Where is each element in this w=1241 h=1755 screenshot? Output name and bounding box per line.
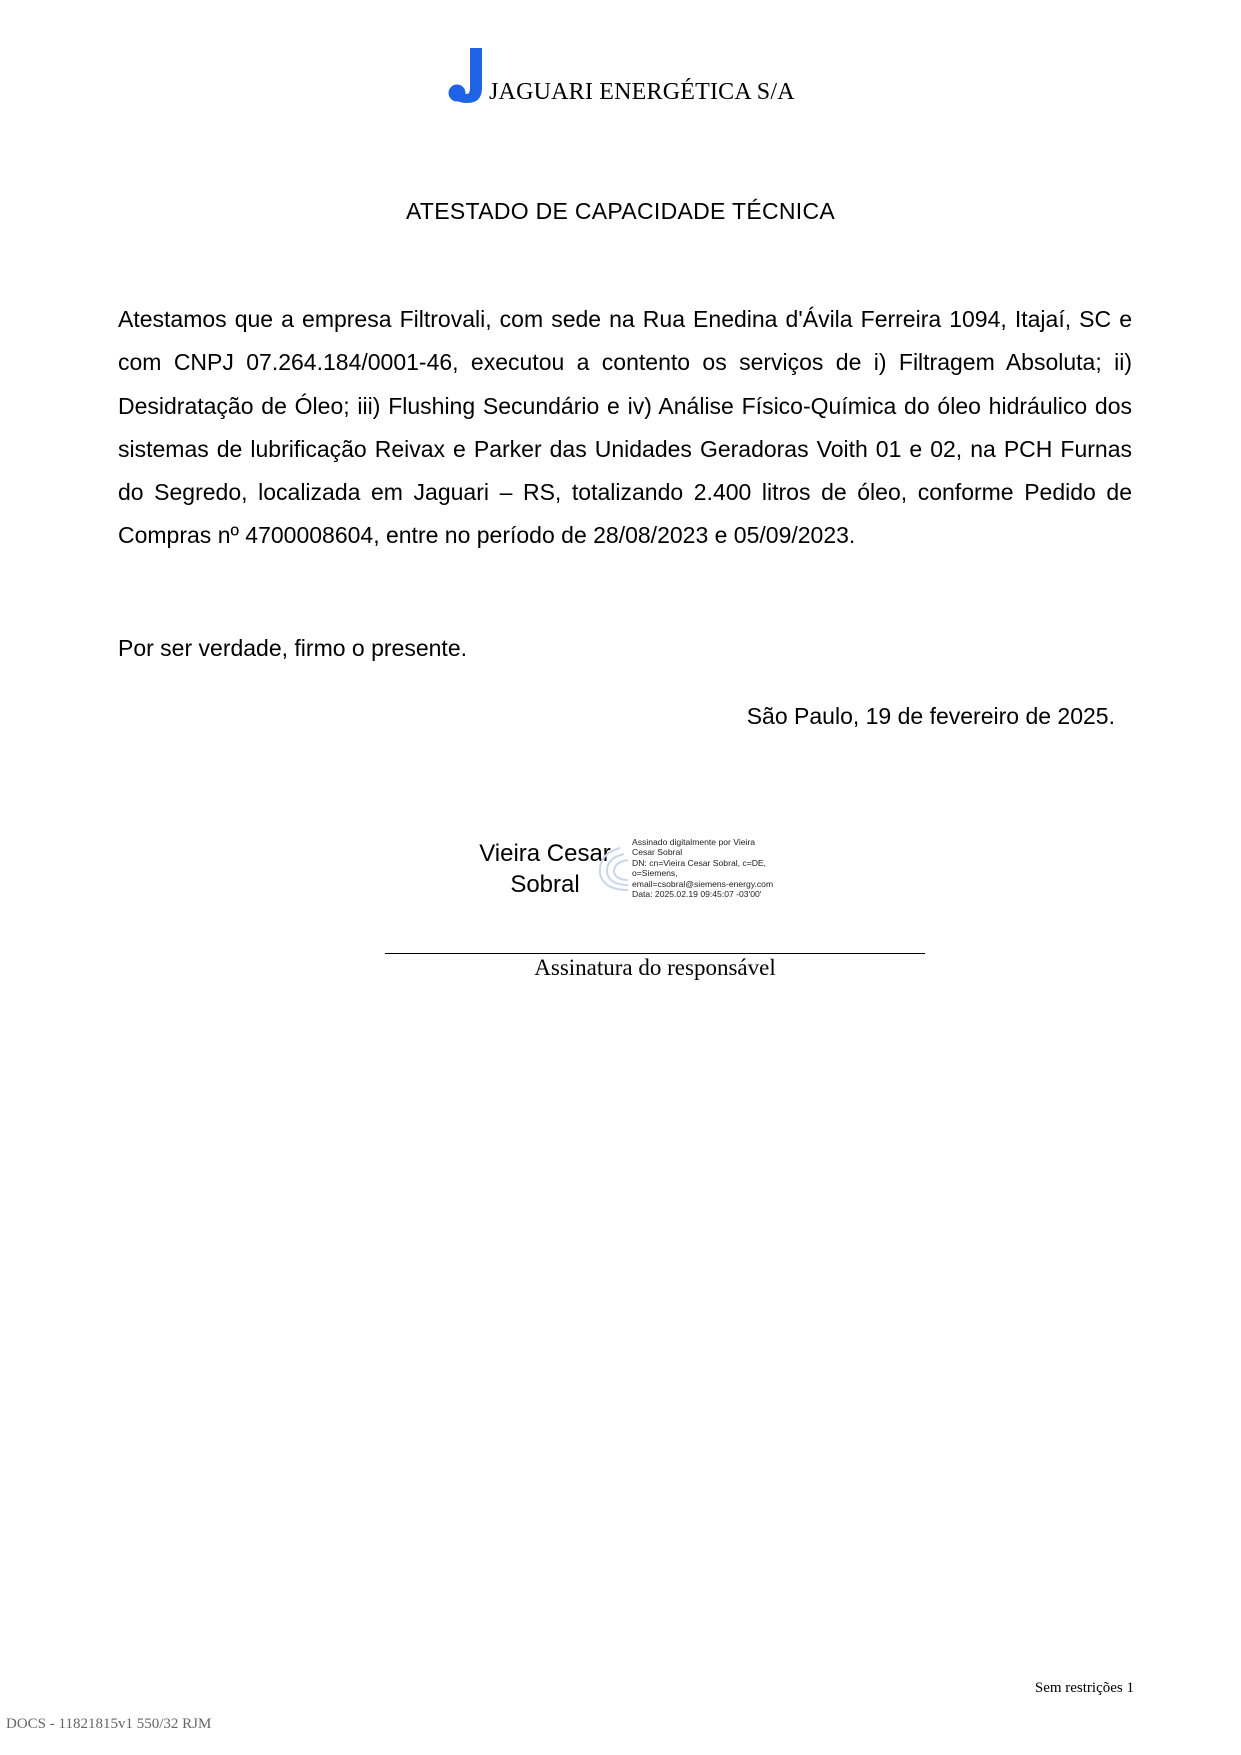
signer-name-line-2: Sobral — [510, 871, 580, 898]
company-logo — [446, 48, 846, 108]
certificate-body: Atestamos que a empresa Filtrovali, com sede na Rua Enedina d'Ávila Ferreira 1094, Itajaí, SC e com CNPJ 07.264.184/0001-46, executou a contento os serviços de i) Filtragem Absoluta; ii) Desidratação de Óleo; iii) Flushing Secundário e iv) Análise Físico-Química do óleo hidráulico dos sistemas de lubrificação Reivax e Parker das Unidades Geradoras Voith 01 e 02, na PCH Furnas do Segredo, localizada em Jaguari – RS, totalizando 2.400 litros de óleo, conforme Pedido de Compras nº 4700008604, entre no período de 28/08/2023 e 05/09/2023. — [118, 306, 1132, 549]
signature-detail-line: DN: cn=Vieira Cesar Sobral, c=DE, — [632, 857, 767, 868]
company-name: JAGUARI ENERGÉTICA S/A — [489, 79, 795, 105]
signature-caption: Assinatura do responsável — [534, 955, 776, 980]
signature-detail-line: Assinado digitalmente por Vieira — [632, 837, 756, 847]
signature-detail-line: Data: 2025.02.19 09:45:07 -03'00' — [632, 889, 762, 900]
jaguari-logo-icon — [446, 48, 488, 106]
closing-statement: Por ser verdade, firmo o presente. — [118, 635, 467, 661]
signature-details — [632, 837, 812, 899]
signature-line — [385, 953, 925, 954]
place-and-date: São Paulo, 19 de fevereiro de 2025. — [746, 703, 1115, 729]
document-id: DOCS - 11821815v1 550/32 RJM — [6, 1716, 212, 1732]
classification-label: Sem restrições 1 — [1034, 1680, 1134, 1696]
document-title: ATESTADO DE CAPACIDADE TÉCNICA — [405, 198, 836, 224]
signature-detail-line: email=csobral@siemens-energy.com — [632, 878, 774, 889]
signature-detail-line: o=Siemens, — [632, 868, 678, 879]
signature-detail-line: Cesar Sobral — [632, 847, 683, 858]
signer-name-line-1: Vieira Cesar — [479, 840, 611, 867]
